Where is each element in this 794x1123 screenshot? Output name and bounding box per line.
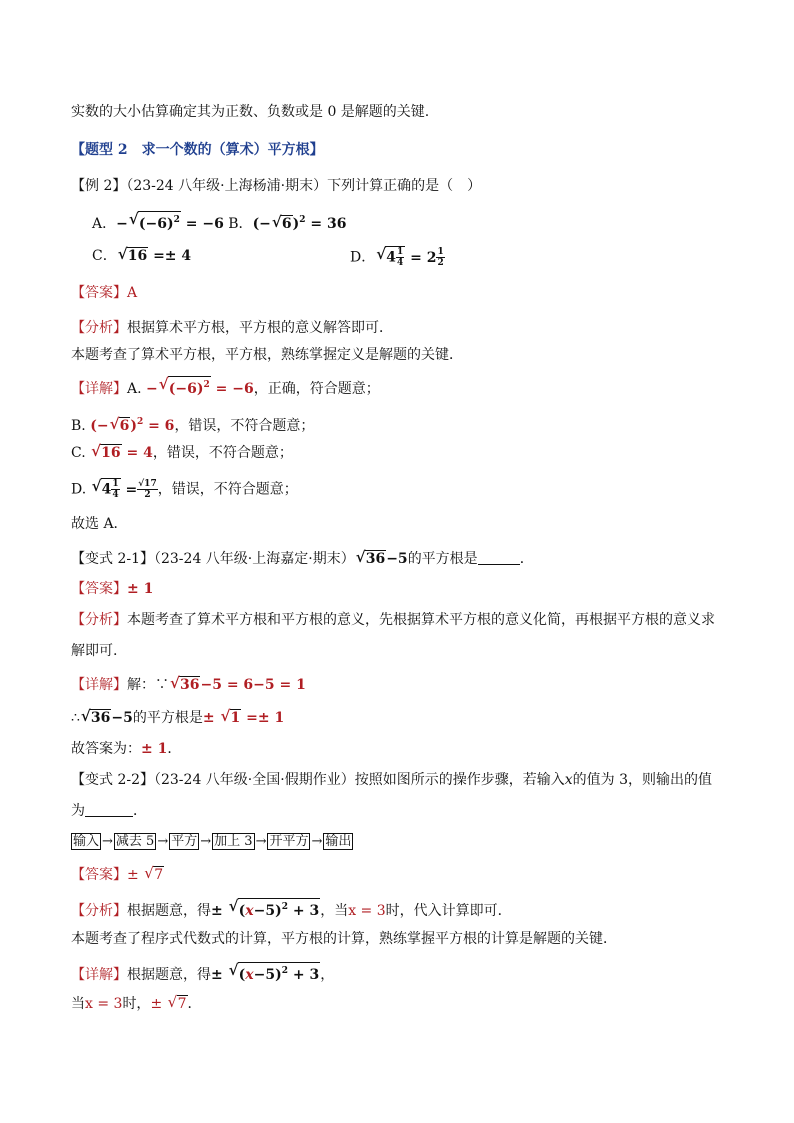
intro-text: 实数的大小估算确定其为正数、负数或是 0 是解题的关键. [71,104,430,120]
example-2-detail-b [71,412,314,436]
variant-2-1-analysis [71,610,715,630]
variant-2-1-tail: 的平方根是 [407,551,478,567]
flow-arrow: → [311,834,323,849]
analysis-post: 时，代入计算即可． [385,903,512,919]
example-2-option-d [350,246,445,268]
variant-2-1-answer [71,579,153,599]
answer-blank[interactable] [478,550,520,565]
final-result: ± √ 7 [150,993,187,1012]
detail-tag: 【详解】 [71,381,127,397]
answer-tag: 【答案】 [71,581,127,597]
final-post: ． [187,996,202,1012]
answer-tag: 【答案】 [71,867,127,883]
variant-2-1-conclusion [71,739,181,759]
detail-c-math: √ 16 = 4 [91,442,153,461]
example-2-summary: 本题考查了算术平方根，平方根，熟练掌握定义是解题的关键． [71,347,463,363]
analysis-expr: ± √ $(x-5)^2 + 3$ [211,897,320,919]
example-2-analysis [71,318,393,338]
detail-intro: 解：∵ [127,677,169,693]
analysis-text: 根据算术平方根，平方根的意义解答即可． [127,320,393,336]
option-d-label: D． [350,249,376,266]
conclusion-post: ． [167,741,182,757]
detail-tag: 【详解】 [71,677,127,693]
example-2-options-ab [92,210,347,234]
detail-d-label: D. [71,481,87,498]
detail-a-tail: ，正确，符合题意； [253,381,380,397]
option-a-label: A． [92,216,117,232]
detail-b-tail: ，错误，不符合题意； [174,418,315,434]
variant-2-2-prefix: 【变式 2-2】（23-24 八年级·全国·假期作业）按照如图所示的操作步骤，若输入 [71,772,565,788]
answer-value: ± 1 [127,581,154,597]
variable-x: x [564,772,573,788]
example-2-answer [71,283,137,303]
flow-step-plus-3: 加上 3 [214,834,253,849]
detail-pre: 根据题意，得 [127,967,211,983]
therefore-expr: √ 36−5 [80,707,133,726]
answer-tag: 【答案】 [71,285,127,301]
answer-blank[interactable] [85,802,133,817]
variant-2-2-summary: 本题考查了程序式代数式的计算，平方根的计算，熟练掌握平方根的计算是解题的关键． [71,931,617,947]
analysis-tag: 【分析】 [71,612,127,628]
variant-2-2-answer [71,865,164,885]
example-2-detail-d [71,478,298,500]
period: ． [519,551,534,567]
answer-value: A [127,285,138,301]
final-cond: x = 3 [85,996,123,1012]
option-b-label: B． [228,216,253,232]
flow-step-output: 输出 [325,834,352,849]
variant-2-1-expr: √ 36−5 [355,548,408,567]
example-2-option-c [92,246,191,266]
answer-math: ± √ 7 [127,864,164,883]
section-title: 【题型 2 求一个数的（算术）平方根】 [71,142,324,158]
option-c-math: √ 16 =± 4 [117,245,192,264]
example-2-question: 【例 2】（23-24 八年级·上海杨浦·期末）下列计算正确的是（ ） [71,178,482,194]
therefore-symbol: ∴ [71,710,80,726]
detail-tag: 【详解】 [71,967,127,983]
therefore-result: ± √ 1 =± 1 [202,707,285,726]
variant-2-2-detail [71,962,334,985]
variant-2-2-final [71,994,202,1014]
conclusion-value: ± 1 [141,741,168,757]
flow-step-minus-5: 减去 5 [115,834,155,849]
detail-expr: ± √ $(x-5)^2 + 3$ [211,961,320,983]
variant-2-1-therefore [71,708,284,728]
detail-b-label: B. [71,418,86,434]
detail-c-label: C. [71,445,86,461]
final-mid: 时， [122,996,151,1012]
therefore-mid: 的平方根是 [132,710,203,726]
flow-arrow: → [255,834,267,849]
variant-2-1-analysis-cont: 解即可. [71,643,118,659]
flow-diagram [71,833,353,850]
variant-2-1-prefix: 【变式 2-1】（23-24 八年级·上海嘉定·期末） [71,551,355,567]
variant-2-2-tail: 的值为 3，则输出的值 [572,772,712,788]
option-c-label: C． [92,248,117,264]
option-d-math: √ 4 $\frac{1}{4}$ = 2 $\frac{1}{2}$ [376,245,444,268]
period: ． [133,803,147,819]
variant-2-1-detail [71,675,306,695]
analysis-pre: 根据题意，得 [127,903,211,919]
flow-arrow: → [102,834,113,849]
variant-2-2-analysis [71,898,512,921]
analysis-tag: 【分析】 [71,903,127,919]
example-2-detail-a [71,376,380,399]
detail-c-tail: ，错误，不符合题意； [152,445,293,461]
conclusion-pre: 故答案为： [71,741,141,757]
flow-step-sqrt: 开平方 [269,834,309,849]
flow-step-input: 输入 [73,834,100,849]
example-2-detail-c [71,443,293,463]
detail-a-label: A. [127,381,142,397]
detail-post: ， [320,967,335,983]
analysis-tag: 【分析】 [71,320,127,336]
line-2-prefix: 为 [71,803,85,819]
flow-arrow: → [200,834,212,849]
option-a-math: − √ $(-6)^2 = -6$ [116,210,224,232]
analysis-mid: ，当 [320,903,349,919]
variant-2-1-question [71,549,534,569]
analysis-line-1: 本题考查了算术平方根和平方根的意义，先根据算术平方根的意义化简，再根据平方根的意义求 [127,612,715,628]
final-pre: 当 [71,996,85,1012]
flow-arrow: → [157,834,169,849]
detail-d-math: √ 4 $\frac{1}{4}$ = $\frac{√17}{2}$ [91,477,157,500]
flow-step-square: 平方 [171,834,198,849]
detail-d-tail: ，错误，不符合题意； [157,481,298,498]
example-2-conclusion: 故选 A． [71,516,128,532]
option-b-math: (− √ 6)$^2$ = 36 [252,213,347,232]
detail-b-math: (− √ 6)$^2$ = 6 [90,415,175,434]
analysis-cond: x = 3 [348,903,386,919]
variant-2-2-question [71,770,712,790]
detail-math: √ 36−5 = 6−5 = 1 [170,674,306,693]
variant-2-2-question-cont [71,801,147,821]
detail-a-math: − √ $(-6)^2 = -6$ [146,375,254,397]
